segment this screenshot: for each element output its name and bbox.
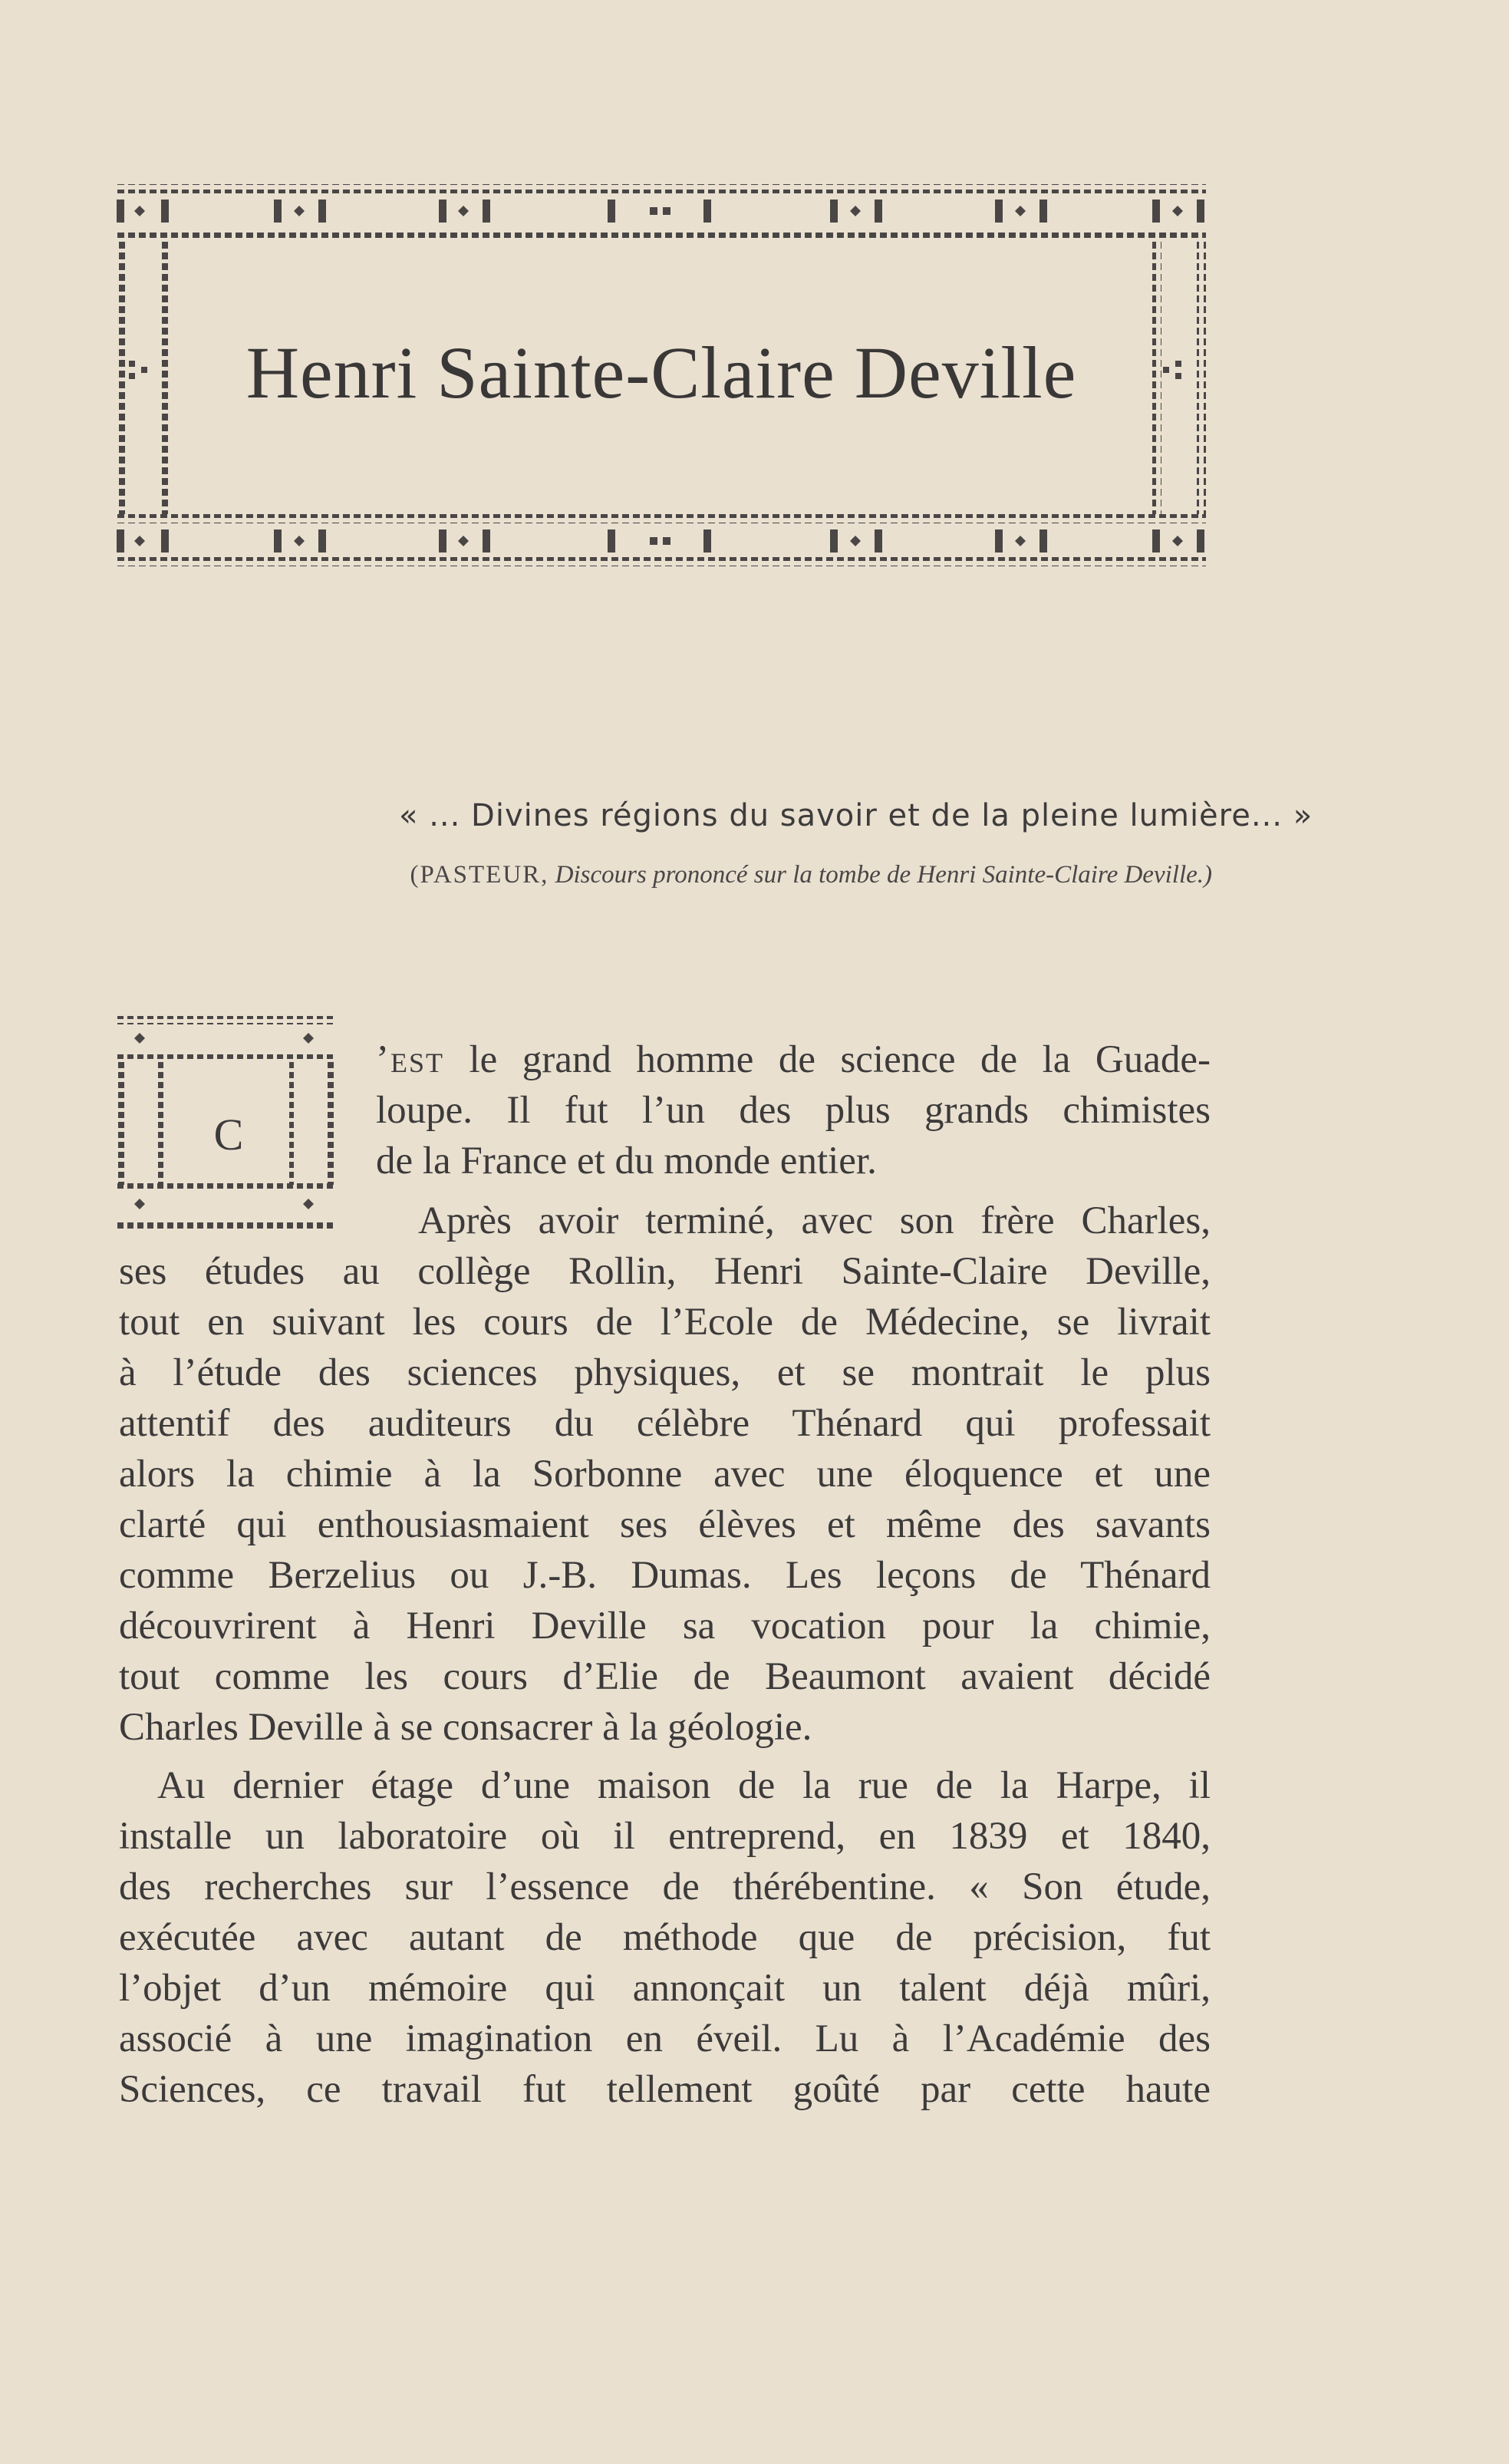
text-line: Après avoir terminé, avec son frère Charles, [418, 1199, 1211, 1242]
text-line: l’objet d’un mémoire qui annonçait un talent déjà mûri, [119, 1967, 1211, 2010]
text-line: tout en suivant les cours de l’Ecole de Médecine, se livrait [119, 1301, 1211, 1344]
text-line: tout comme les cours d’Elie de Beaumont avaient décidé [119, 1655, 1211, 1698]
lead-smallcaps: ’est [376, 1038, 444, 1081]
epigraph-work: Discours prononcé sur la tombe de Henri Sainte-Claire Deville.) [555, 861, 1212, 889]
epigraph-source [230, 861, 1212, 889]
text-line: attentif des auditeurs du célèbre Thénard qui professait [119, 1402, 1211, 1445]
epigraph-quote: « ... Divines régions du savoir et de la pleine lumière... » [399, 798, 1313, 833]
text-line: alors la chimie à la Sorbonne avec une éloquence et une [119, 1453, 1211, 1496]
text-line: exécutée avec autant de méthode que de précision, fut [119, 1916, 1211, 1959]
text-line: clarté qui enthousiasmaient ses élèves et même des savants [119, 1503, 1211, 1546]
epigraph-author: (PASTEUR, [410, 861, 549, 889]
text-line: Au dernier étage d’une maison de la rue de la Harpe, il [157, 1764, 1211, 1807]
title-frame [117, 176, 1206, 568]
text-line: découvrirent à Henri Deville sa vocation pour la chimie, [119, 1605, 1211, 1648]
text-line: loupe. Il fut l’un des plus grands chimistes [376, 1089, 1211, 1132]
text-line: installe un laboratoire où il entreprend, en 1839 et 1840, [119, 1815, 1211, 1858]
text-line: Charles Deville à se consacrer à la géologie. [119, 1706, 812, 1749]
drop-cap-letter: C [213, 1109, 244, 1159]
text-line: de la France et du monde entier. [376, 1140, 877, 1183]
text-line: ses études au collège Rollin, Henri Sainte-Claire Deville, [119, 1250, 1211, 1293]
text-line: des recherches sur l’essence de thérébentine. « Son étude, [119, 1865, 1211, 1908]
drop-cap-frame [117, 1011, 339, 1234]
text-line: à l’étude des sciences physiques, et se montrait le plus [119, 1351, 1211, 1394]
text-line: Sciences, ce travail fut tellement goûté par cette haute [119, 2068, 1211, 2111]
text-line [376, 1034, 1211, 1085]
text-line: comme Berzelius ou J.-B. Dumas. Les leçons de Thénard [119, 1554, 1211, 1597]
page-title: Henri Sainte-Claire Deville [245, 331, 1077, 414]
text-line-content: le grand homme de science de la Guade- [444, 1038, 1211, 1081]
text-line: associé à une imagination en éveil. Lu à l’Académie des [119, 2017, 1211, 2060]
